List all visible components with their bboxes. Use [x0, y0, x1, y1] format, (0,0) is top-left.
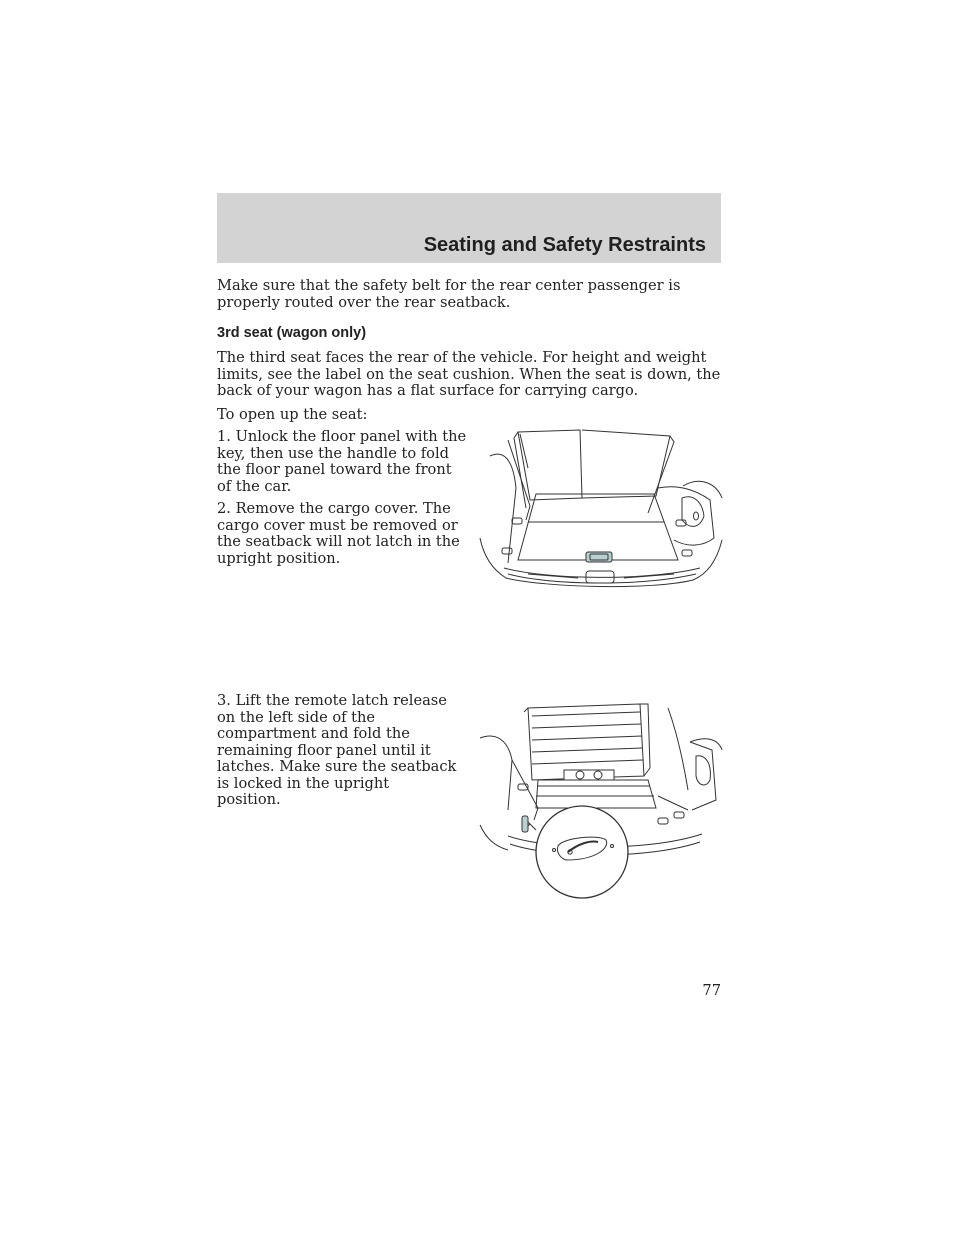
intro-paragraph: Make sure that the safety belt for the rear center passenger is properly routed over the rear seatback. — [217, 277, 681, 311]
page-number: 77 — [702, 982, 721, 999]
section-header — [217, 193, 721, 263]
instruction-intro: To open up the seat: — [217, 406, 368, 423]
remote-latch-release-illustration — [478, 700, 724, 902]
cargo-floor-panel-illustration — [478, 428, 724, 592]
step-1: 1. Unlock the floor panel with the key, then use the handle to fold the floor panel toward the front of the car. — [217, 428, 467, 495]
description-paragraph: The third seat faces the rear of the vehicle. For height and weight limits, see the label on the seat cushion. When the seat is down, the back of your wagon has a flat surface for carrying cargo. — [217, 349, 721, 399]
step-3: 3. Lift the remote latch release on the left side of the compartment and fold the remaining floor panel until it latches. Make sure the seatback is locked in the upright position. — [217, 692, 457, 808]
subheading: 3rd seat (wagon only) — [217, 325, 367, 341]
step-2: 2. Remove the cargo cover. The cargo cover must be removed or the seatback will not latch in the upright position. — [217, 500, 460, 567]
section-title: Seating and Safety Restraints — [423, 234, 706, 256]
